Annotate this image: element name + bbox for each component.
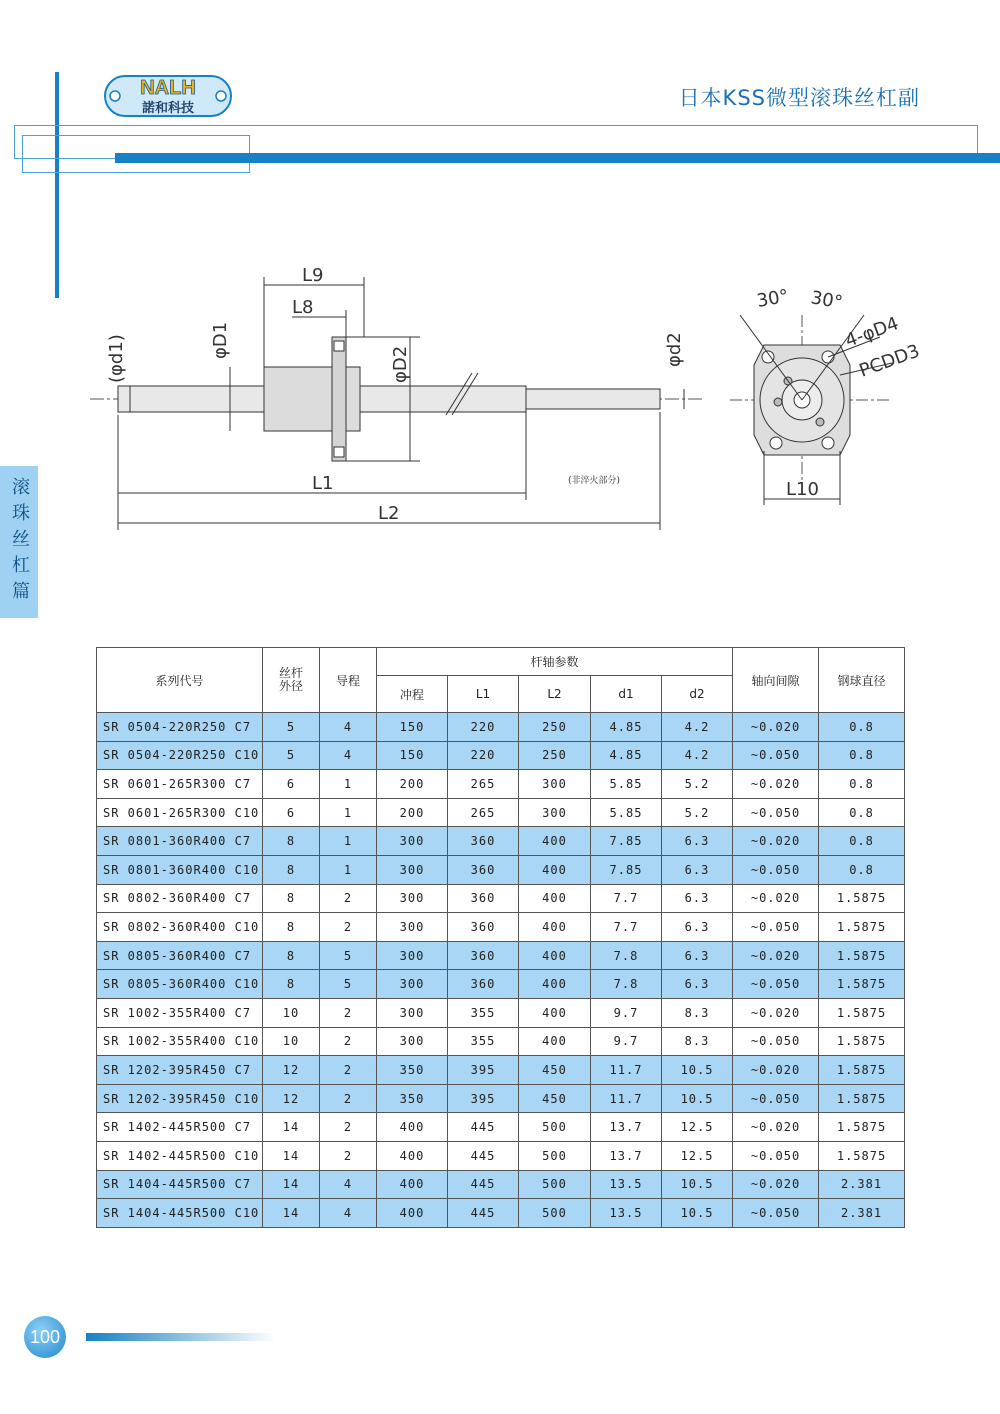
col-header-shaft-params: 杆轴参数 bbox=[377, 648, 733, 676]
cell-stroke: 350 bbox=[377, 1084, 448, 1113]
cell-ball: 1.5875 bbox=[819, 1141, 905, 1170]
cell-d2: 6.3 bbox=[662, 884, 733, 913]
cell-stroke: 300 bbox=[377, 884, 448, 913]
cell-l2: 400 bbox=[519, 941, 591, 970]
cell-code: SR 0805-360R400 C10 bbox=[97, 970, 263, 999]
table-row bbox=[97, 1141, 905, 1170]
cell-code: SR 0601-265R300 C10 bbox=[97, 798, 263, 827]
col-header-series: 系列代号 bbox=[97, 648, 263, 713]
cell-l1: 445 bbox=[448, 1170, 519, 1199]
cell-play: ~0.050 bbox=[733, 1084, 819, 1113]
logo-text: NALH bbox=[140, 77, 196, 99]
technical-drawing bbox=[80, 255, 940, 545]
cell-d2: 10.5 bbox=[662, 1199, 733, 1228]
cell-d1: 7.8 bbox=[591, 941, 662, 970]
cell-l1: 445 bbox=[448, 1113, 519, 1142]
cell-code: SR 1404-445R500 C10 bbox=[97, 1199, 263, 1228]
dim-label-pcd: PCDD3 bbox=[856, 340, 923, 382]
section-side-tab[interactable] bbox=[0, 466, 38, 618]
cell-od: 5 bbox=[263, 713, 320, 742]
cell-lead: 2 bbox=[320, 884, 377, 913]
cell-lead: 1 bbox=[320, 798, 377, 827]
cell-l2: 250 bbox=[519, 741, 591, 770]
cell-d2: 6.3 bbox=[662, 855, 733, 884]
cell-l1: 395 bbox=[448, 1056, 519, 1085]
cell-d1: 7.85 bbox=[591, 855, 662, 884]
cell-od: 8 bbox=[263, 970, 320, 999]
cell-l2: 450 bbox=[519, 1084, 591, 1113]
cell-d1: 7.7 bbox=[591, 884, 662, 913]
cell-code: SR 1002-355R400 C10 bbox=[97, 1027, 263, 1056]
cell-ball: 1.5875 bbox=[819, 884, 905, 913]
cell-d2: 10.5 bbox=[662, 1170, 733, 1199]
cell-stroke: 350 bbox=[377, 1056, 448, 1085]
cell-ball: 0.8 bbox=[819, 770, 905, 799]
cell-lead: 2 bbox=[320, 1113, 377, 1142]
cell-stroke: 200 bbox=[377, 798, 448, 827]
cell-play: ~0.050 bbox=[733, 1141, 819, 1170]
cell-ball: 0.8 bbox=[819, 855, 905, 884]
header-vertical-bar bbox=[55, 72, 59, 298]
cell-d1: 7.8 bbox=[591, 970, 662, 999]
cell-ball: 1.5875 bbox=[819, 941, 905, 970]
cell-code: SR 1402-445R500 C7 bbox=[97, 1113, 263, 1142]
cell-d1: 13.7 bbox=[591, 1141, 662, 1170]
dim-label-angle-right: 30° bbox=[809, 287, 845, 314]
cell-ball: 1.5875 bbox=[819, 998, 905, 1027]
col-header-lead: 导程 bbox=[320, 648, 377, 713]
table-row bbox=[97, 884, 905, 913]
cell-d1: 9.7 bbox=[591, 998, 662, 1027]
cell-stroke: 150 bbox=[377, 713, 448, 742]
table-row bbox=[97, 1113, 905, 1142]
cell-d1: 5.85 bbox=[591, 798, 662, 827]
table-row bbox=[97, 741, 905, 770]
cell-lead: 4 bbox=[320, 713, 377, 742]
cell-ball: 0.8 bbox=[819, 713, 905, 742]
cell-ball: 1.5875 bbox=[819, 913, 905, 942]
table-row bbox=[97, 1199, 905, 1228]
cell-play: ~0.050 bbox=[733, 741, 819, 770]
cell-od: 14 bbox=[263, 1113, 320, 1142]
page-number-badge bbox=[24, 1316, 66, 1358]
cell-stroke: 300 bbox=[377, 1027, 448, 1056]
cell-play: ~0.050 bbox=[733, 798, 819, 827]
dim-label-l2: L2 bbox=[378, 503, 400, 524]
cell-lead: 2 bbox=[320, 1027, 377, 1056]
col-header-axial-play: 轴向间隙 bbox=[733, 648, 819, 713]
cell-l1: 360 bbox=[448, 913, 519, 942]
cell-od: 12 bbox=[263, 1084, 320, 1113]
cell-ball: 2.381 bbox=[819, 1170, 905, 1199]
cell-l2: 400 bbox=[519, 998, 591, 1027]
cell-lead: 2 bbox=[320, 1084, 377, 1113]
cell-l2: 400 bbox=[519, 855, 591, 884]
cell-l2: 250 bbox=[519, 713, 591, 742]
cell-l2: 400 bbox=[519, 970, 591, 999]
cell-od: 10 bbox=[263, 1027, 320, 1056]
cell-l1: 360 bbox=[448, 941, 519, 970]
cell-od: 6 bbox=[263, 798, 320, 827]
cell-d1: 13.7 bbox=[591, 1113, 662, 1142]
ball-screw-drawing bbox=[80, 255, 940, 545]
cell-od: 14 bbox=[263, 1170, 320, 1199]
dim-label-d2: φD2 bbox=[390, 345, 411, 383]
dim-label-l8: L8 bbox=[292, 297, 314, 318]
cell-l2: 500 bbox=[519, 1199, 591, 1228]
cell-play: ~0.020 bbox=[733, 770, 819, 799]
dim-label-d2: φd2 bbox=[664, 332, 685, 367]
company-logo bbox=[103, 72, 233, 120]
cell-d2: 4.2 bbox=[662, 713, 733, 742]
cell-l2: 300 bbox=[519, 770, 591, 799]
col-header-stroke: 冲程 bbox=[377, 676, 448, 713]
cell-l1: 360 bbox=[448, 827, 519, 856]
col-header-shaft-od: 丝杆 外径 bbox=[263, 648, 320, 713]
col-header-L1: L1 bbox=[448, 676, 519, 713]
cell-stroke: 300 bbox=[377, 855, 448, 884]
dim-label-l1: L1 bbox=[312, 473, 334, 494]
cell-d2: 6.3 bbox=[662, 970, 733, 999]
table-row bbox=[97, 941, 905, 970]
cell-ball: 1.5875 bbox=[819, 970, 905, 999]
cell-d2: 8.3 bbox=[662, 1027, 733, 1056]
cell-od: 14 bbox=[263, 1199, 320, 1228]
cell-d1: 4.85 bbox=[591, 713, 662, 742]
cell-play: ~0.020 bbox=[733, 1113, 819, 1142]
dim-label-note: (非淬火部分) bbox=[568, 476, 621, 486]
cell-l1: 395 bbox=[448, 1084, 519, 1113]
cell-d1: 13.5 bbox=[591, 1170, 662, 1199]
cell-stroke: 400 bbox=[377, 1199, 448, 1228]
cell-l1: 355 bbox=[448, 998, 519, 1027]
cell-play: ~0.020 bbox=[733, 941, 819, 970]
cell-l1: 355 bbox=[448, 1027, 519, 1056]
cell-d1: 5.85 bbox=[591, 770, 662, 799]
cell-lead: 1 bbox=[320, 770, 377, 799]
cell-stroke: 300 bbox=[377, 827, 448, 856]
cell-play: ~0.050 bbox=[733, 1027, 819, 1056]
table-row bbox=[97, 970, 905, 999]
cell-code: SR 0802-360R400 C7 bbox=[97, 884, 263, 913]
cell-ball: 2.381 bbox=[819, 1199, 905, 1228]
cell-lead: 2 bbox=[320, 913, 377, 942]
cell-lead: 4 bbox=[320, 741, 377, 770]
dim-label-l10: L10 bbox=[786, 479, 819, 500]
cell-play: ~0.050 bbox=[733, 970, 819, 999]
cell-l2: 500 bbox=[519, 1113, 591, 1142]
footer-bar bbox=[86, 1333, 276, 1341]
cell-l2: 300 bbox=[519, 798, 591, 827]
cell-d2: 10.5 bbox=[662, 1056, 733, 1085]
cell-code: SR 0801-360R400 C7 bbox=[97, 827, 263, 856]
cell-l1: 445 bbox=[448, 1141, 519, 1170]
cell-play: ~0.020 bbox=[733, 998, 819, 1027]
cell-play: ~0.020 bbox=[733, 827, 819, 856]
cell-d1: 9.7 bbox=[591, 1027, 662, 1056]
document-title: 日本KSS微型滚珠丝杠副 bbox=[678, 86, 920, 110]
cell-code: SR 1202-395R450 C10 bbox=[97, 1084, 263, 1113]
cell-l1: 265 bbox=[448, 770, 519, 799]
cell-lead: 4 bbox=[320, 1199, 377, 1228]
cell-d2: 6.3 bbox=[662, 827, 733, 856]
cell-play: ~0.020 bbox=[733, 713, 819, 742]
table-row bbox=[97, 1170, 905, 1199]
cell-lead: 2 bbox=[320, 998, 377, 1027]
cell-play: ~0.050 bbox=[733, 855, 819, 884]
cell-stroke: 150 bbox=[377, 741, 448, 770]
cell-d2: 10.5 bbox=[662, 1084, 733, 1113]
cell-d1: 11.7 bbox=[591, 1084, 662, 1113]
cell-lead: 1 bbox=[320, 855, 377, 884]
cell-od: 8 bbox=[263, 855, 320, 884]
logo-subtext: 諾和科技 bbox=[141, 101, 195, 116]
cell-code: SR 0805-360R400 C7 bbox=[97, 941, 263, 970]
cell-d1: 7.7 bbox=[591, 913, 662, 942]
cell-od: 6 bbox=[263, 770, 320, 799]
col-header-L2: L2 bbox=[519, 676, 591, 713]
cell-od: 8 bbox=[263, 827, 320, 856]
cell-code: SR 0802-360R400 C10 bbox=[97, 913, 263, 942]
cell-lead: 5 bbox=[320, 970, 377, 999]
cell-od: 12 bbox=[263, 1056, 320, 1085]
side-tab-label: 滚珠丝杠篇 bbox=[9, 477, 30, 607]
cell-d2: 6.3 bbox=[662, 941, 733, 970]
cell-d2: 4.2 bbox=[662, 741, 733, 770]
cell-ball: 0.8 bbox=[819, 798, 905, 827]
cell-stroke: 400 bbox=[377, 1113, 448, 1142]
cell-lead: 2 bbox=[320, 1141, 377, 1170]
table-row bbox=[97, 713, 905, 742]
cell-play: ~0.020 bbox=[733, 1056, 819, 1085]
table-row bbox=[97, 855, 905, 884]
cell-lead: 2 bbox=[320, 1056, 377, 1085]
table-row bbox=[97, 913, 905, 942]
page-number: 100 bbox=[29, 1326, 61, 1347]
cell-d1: 7.85 bbox=[591, 827, 662, 856]
cell-l1: 220 bbox=[448, 713, 519, 742]
cell-lead: 1 bbox=[320, 827, 377, 856]
cell-ball: 1.5875 bbox=[819, 1113, 905, 1142]
cell-code: SR 0504-220R250 C10 bbox=[97, 741, 263, 770]
header-horizontal-bar bbox=[115, 153, 1000, 163]
table-row bbox=[97, 827, 905, 856]
cell-play: ~0.020 bbox=[733, 884, 819, 913]
table-row bbox=[97, 998, 905, 1027]
cell-d2: 5.2 bbox=[662, 798, 733, 827]
cell-code: SR 1002-355R400 C7 bbox=[97, 998, 263, 1027]
cell-play: ~0.020 bbox=[733, 1170, 819, 1199]
cell-ball: 1.5875 bbox=[819, 1084, 905, 1113]
cell-od: 14 bbox=[263, 1141, 320, 1170]
cell-stroke: 300 bbox=[377, 970, 448, 999]
cell-d1: 4.85 bbox=[591, 741, 662, 770]
cell-d2: 6.3 bbox=[662, 913, 733, 942]
cell-l1: 265 bbox=[448, 798, 519, 827]
table-row bbox=[97, 1027, 905, 1056]
cell-l2: 400 bbox=[519, 884, 591, 913]
cell-code: SR 0801-360R400 C10 bbox=[97, 855, 263, 884]
cell-l2: 400 bbox=[519, 1027, 591, 1056]
cell-od: 8 bbox=[263, 913, 320, 942]
dim-label-angle-left: 30° bbox=[755, 285, 791, 312]
cell-stroke: 200 bbox=[377, 770, 448, 799]
cell-l1: 360 bbox=[448, 855, 519, 884]
cell-d2: 5.2 bbox=[662, 770, 733, 799]
col-header-d2: d2 bbox=[662, 676, 733, 713]
cell-code: SR 0601-265R300 C7 bbox=[97, 770, 263, 799]
cell-code: SR 1404-445R500 C7 bbox=[97, 1170, 263, 1199]
cell-l2: 400 bbox=[519, 827, 591, 856]
table-row bbox=[97, 770, 905, 799]
table-row bbox=[97, 798, 905, 827]
col-header-ball-dia: 钢球直径 bbox=[819, 648, 905, 713]
cell-code: SR 0504-220R250 C7 bbox=[97, 713, 263, 742]
cell-stroke: 400 bbox=[377, 1170, 448, 1199]
cell-od: 8 bbox=[263, 884, 320, 913]
cell-stroke: 300 bbox=[377, 941, 448, 970]
cell-lead: 4 bbox=[320, 1170, 377, 1199]
cell-ball: 0.8 bbox=[819, 827, 905, 856]
dim-label-d1: φD1 bbox=[210, 321, 231, 359]
cell-d2: 12.5 bbox=[662, 1141, 733, 1170]
cell-l2: 500 bbox=[519, 1170, 591, 1199]
spec-table bbox=[96, 647, 905, 1228]
cell-d2: 8.3 bbox=[662, 998, 733, 1027]
col-header-d1: d1 bbox=[591, 676, 662, 713]
cell-lead: 5 bbox=[320, 941, 377, 970]
cell-l2: 400 bbox=[519, 913, 591, 942]
cell-l2: 500 bbox=[519, 1141, 591, 1170]
cell-d1: 13.5 bbox=[591, 1199, 662, 1228]
table-row bbox=[97, 1056, 905, 1085]
cell-d1: 11.7 bbox=[591, 1056, 662, 1085]
cell-ball: 0.8 bbox=[819, 741, 905, 770]
cell-l2: 450 bbox=[519, 1056, 591, 1085]
cell-d2: 12.5 bbox=[662, 1113, 733, 1142]
cell-stroke: 400 bbox=[377, 1141, 448, 1170]
cell-od: 8 bbox=[263, 941, 320, 970]
cell-od: 5 bbox=[263, 741, 320, 770]
cell-ball: 1.5875 bbox=[819, 1056, 905, 1085]
table-row bbox=[97, 1084, 905, 1113]
cell-stroke: 300 bbox=[377, 998, 448, 1027]
dim-label-holes: 4-φD4 bbox=[842, 313, 902, 352]
cell-play: ~0.050 bbox=[733, 1199, 819, 1228]
cell-od: 10 bbox=[263, 998, 320, 1027]
cell-code: SR 1402-445R500 C10 bbox=[97, 1141, 263, 1170]
cell-l1: 360 bbox=[448, 970, 519, 999]
cell-ball: 1.5875 bbox=[819, 1027, 905, 1056]
cell-l1: 360 bbox=[448, 884, 519, 913]
dim-label-d1: (φd1) bbox=[106, 334, 127, 383]
cell-l1: 220 bbox=[448, 741, 519, 770]
cell-play: ~0.050 bbox=[733, 913, 819, 942]
cell-stroke: 300 bbox=[377, 913, 448, 942]
cell-l1: 445 bbox=[448, 1199, 519, 1228]
cell-code: SR 1202-395R450 C7 bbox=[97, 1056, 263, 1085]
dim-label-l9: L9 bbox=[302, 265, 324, 286]
